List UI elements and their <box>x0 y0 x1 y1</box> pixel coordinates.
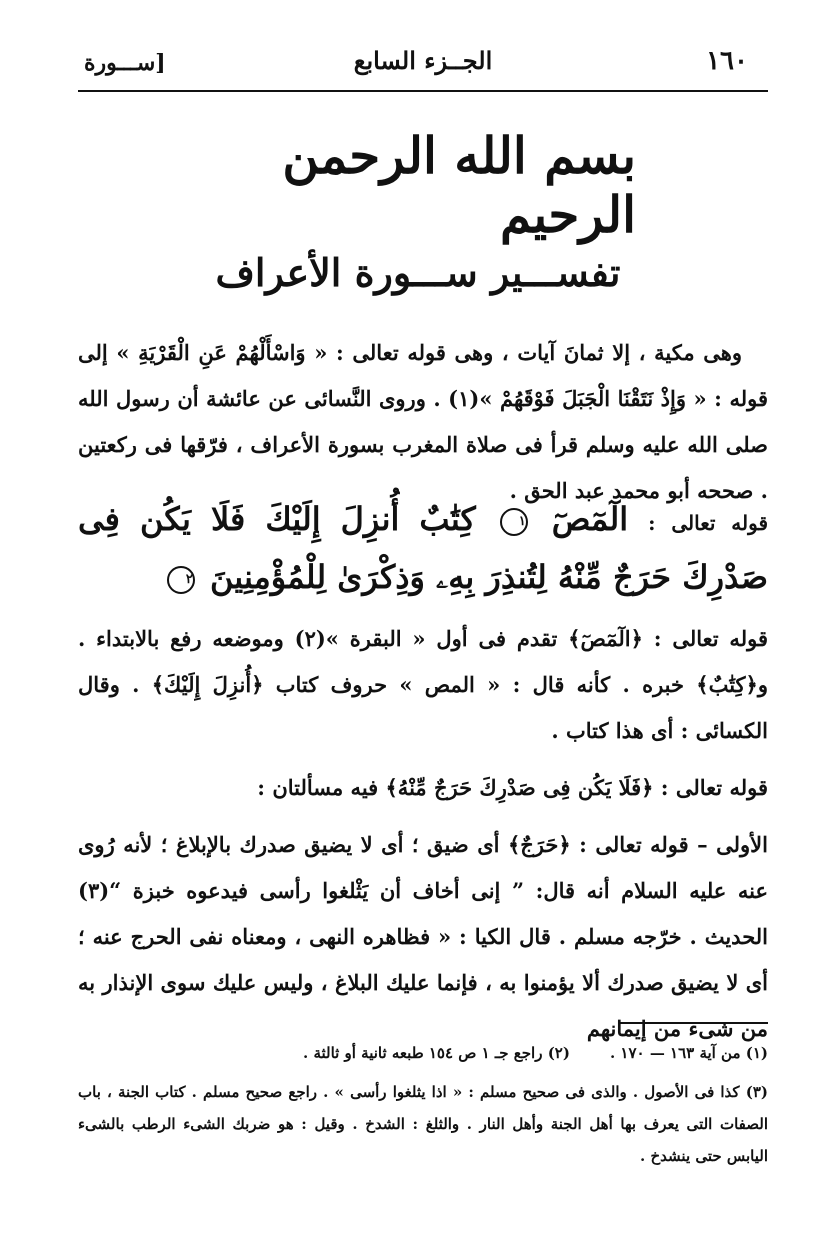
basmala-calligraphy: بسم الله الرحمن الرحيم <box>282 126 636 244</box>
ayah-number-1: ١ <box>500 508 528 536</box>
intro-text: وهى مكية ، إلا ثمانَ آيات ، وهى قوله تعالى : « وَاسْأَلْهُمْ عَنِ الْقَرْيَةِ » إلى قوله : « وَإِذْ نَتَقْنَا الْجَبَلَ فَوْقَهُمْ »(١) . وروى النَّسائى عن عائشة أن رسول الله صلى الله عليه وسلم قرأ فى صلاة المغرب بسورة الأعراف ، فرّقها فى ركعتين . صححه أبو محمد عبد الحق . <box>78 340 768 503</box>
commentary-paragraph-2: قوله تعالى : ﴿فَلَا يَكُن فِى صَدْرِكَ حَرَجٌ مِّنْهُ﴾ فيه مسألتان : <box>257 775 768 800</box>
surah-running-title: [ســـورة <box>84 50 166 76</box>
surah-title: تفســـير ســـورة الأعراف <box>215 250 621 295</box>
page-number: ١٦٠ <box>706 46 748 76</box>
verse-lead: قوله تعالى : <box>648 511 769 535</box>
footnote-3: (٣) كذا فى الأصول . والذى فى صحيح مسلم : « اذا يثلغوا رأسى » . راجع صحيح مسلم . كتاب الجنة ، باب الصفات التى يعرف بها أهل الجنة وأهل النار . والثلغ : الشدخ . وقيل : هو ضربك الشىء الرطب بالشىء اليابس حتى ينشدخ . <box>78 1083 768 1165</box>
footnote-1: (١) من آية ١٦٣ — ١٧٠ . <box>609 1044 768 1062</box>
footnote-2: (٢) راجع جـ ١ ص ١٥٤ طبعه ثانية أو ثالثة . <box>303 1044 570 1062</box>
verse-part-2: كِتَٰبٌ أُنزِلَ إِلَيْكَ فَلَا يَكُن فِى صَدْرِكَ حَرَجٌ مِّنْهُ لِتُنذِرَ بِهِۦ وَذِكْرَىٰ لِلْمُؤْمِنِينَ <box>78 500 768 596</box>
intro-paragraph <box>78 330 768 514</box>
page-header <box>78 40 768 92</box>
footnote-separator <box>620 1022 768 1024</box>
ayah-number-2: ٢ <box>167 566 195 594</box>
commentary-paragraph-3: الأولى – قوله تعالى : ﴿حَرَجٌ﴾ أى ضيق ؛ أى لا يضيق صدرك بالإبلاغ ؛ لأنه رُوى عنه عليه السلام أنه قال: ” إنى أخاف أن يَثْلغوا رأسى فيدعوه خبزة “(٣) الحديث . خرّجه مسلم . قال الكيا : « فظاهره النهى ، ومعناه نفى الحرج عنه ؛ أى لا يضيق صدرك ألا يؤمنوا به ، فإنما عليك البلاغ ، وليس عليك سوى الإنذار به من شىء من إيمانهم <box>78 832 768 1041</box>
quran-verse <box>78 492 768 604</box>
part-title: الجــزء السابع <box>353 46 493 75</box>
verse-part-1: الٓمٓصٓ <box>551 500 629 538</box>
commentary-paragraph-1: قوله تعالى : ﴿الٓمٓصٓ﴾ تقدم فى أول « البقرة »(٢) وموضعه رفع بالابتداء . و﴿كِتَٰبٌ﴾ خبره . كأنه قال : « المص » حروف كتاب ﴿أُنزِلَ إِلَيْكَ﴾ . وقال الكسائى : أى هذا كتاب . <box>78 626 768 743</box>
footnote-row-1 <box>78 1040 768 1066</box>
